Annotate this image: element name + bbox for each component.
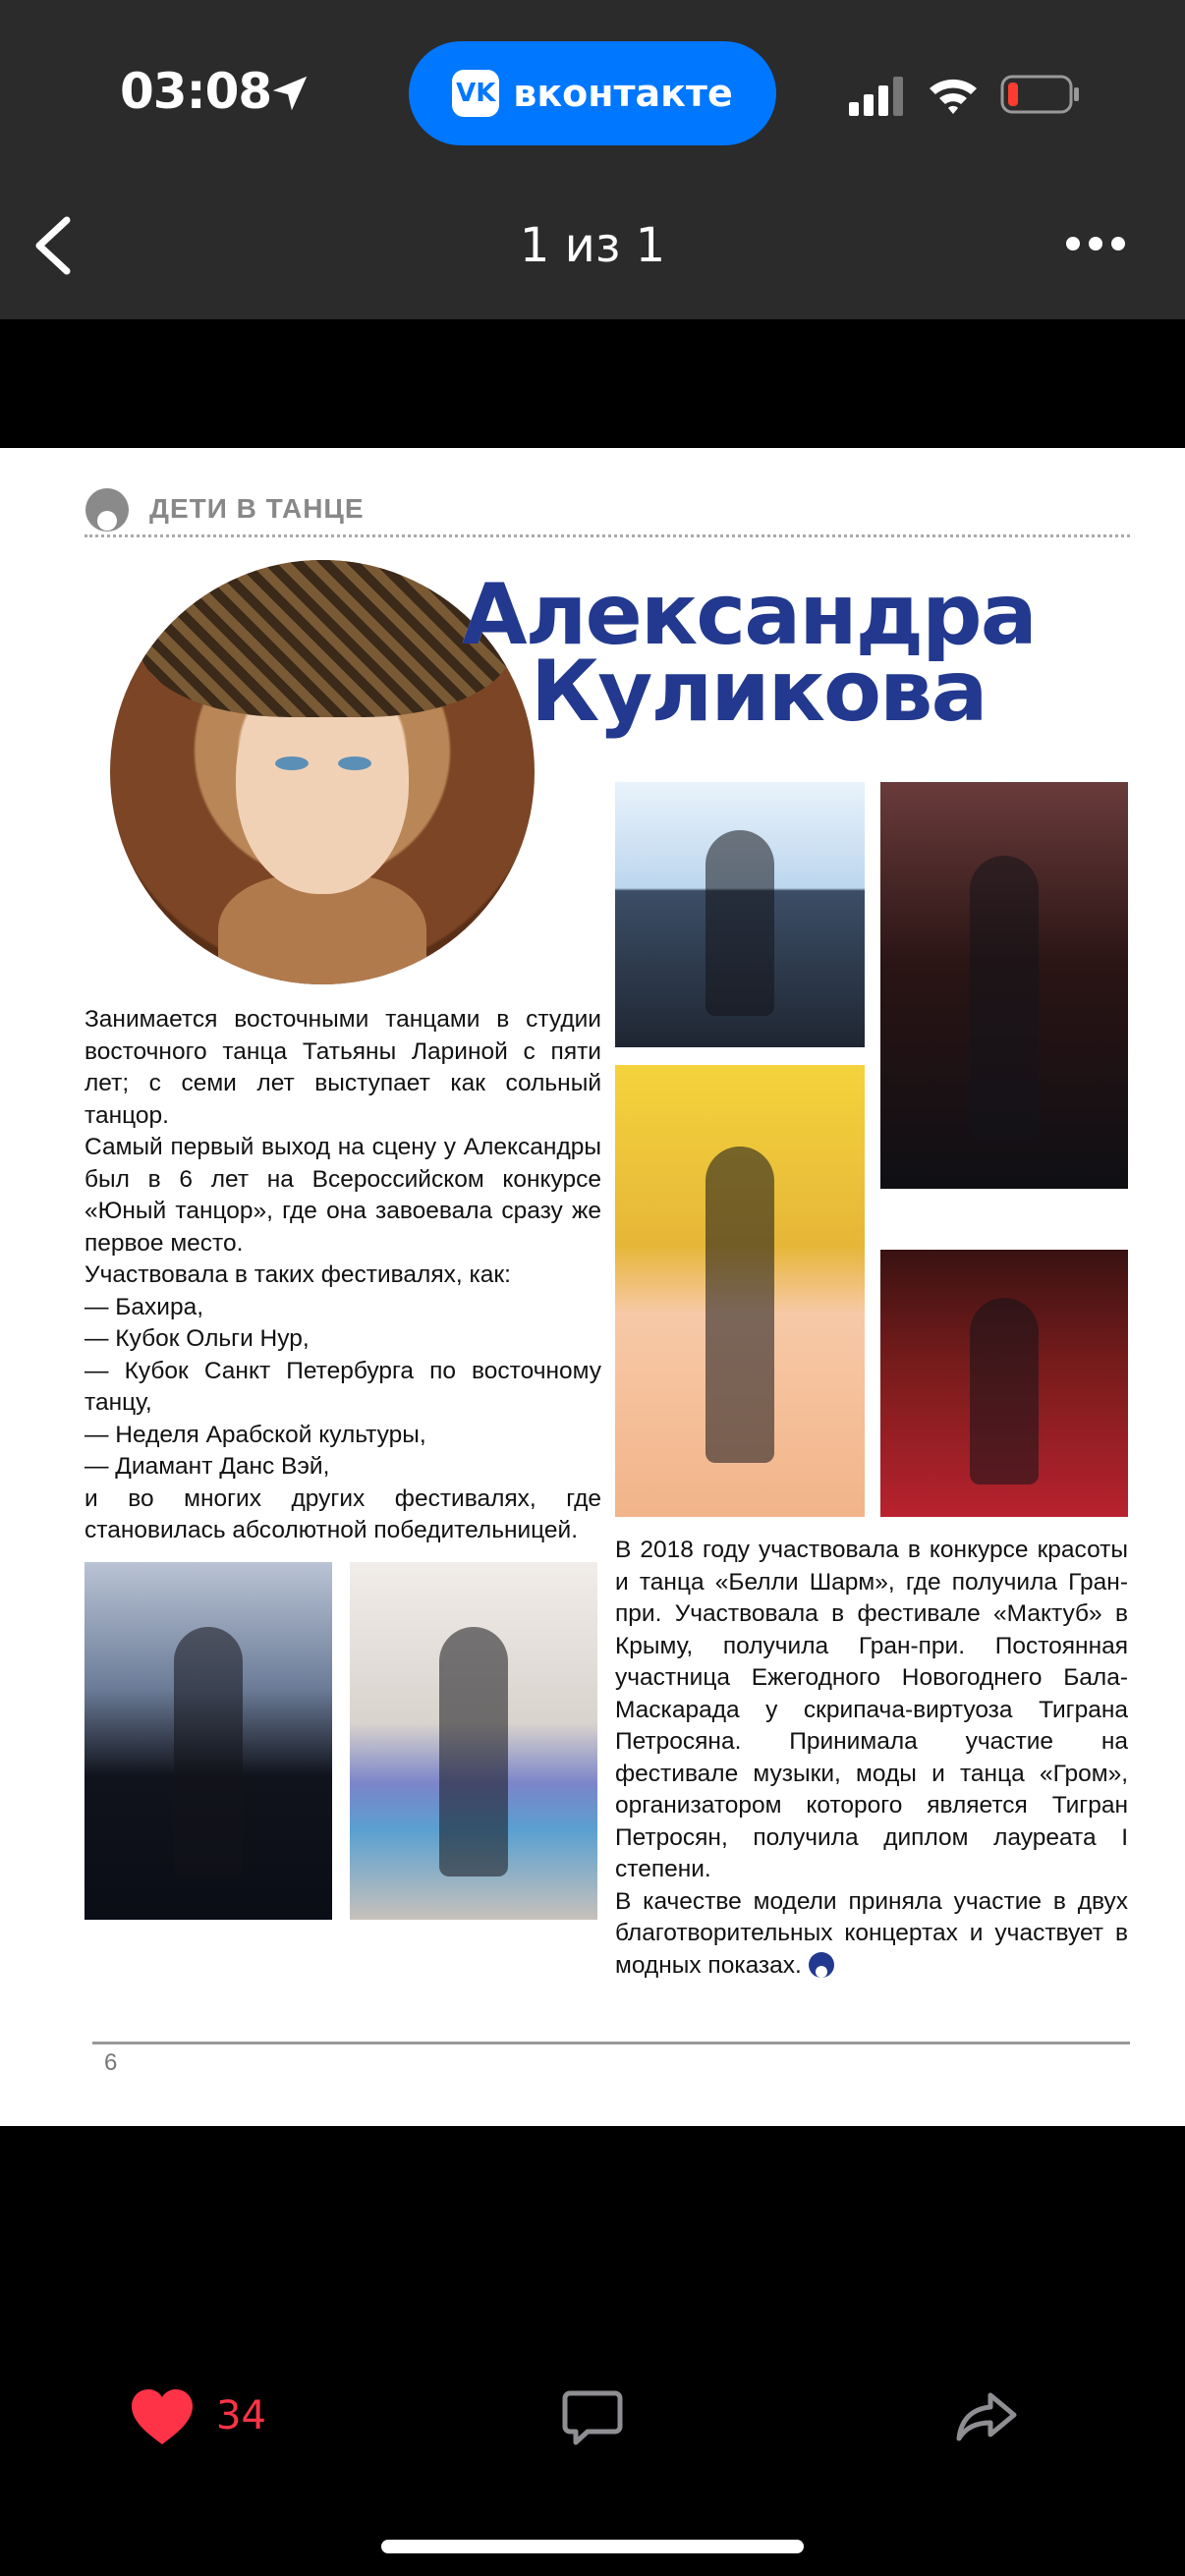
text-paragraph-content: В качестве модели приняла участие в двух благотворительных концертах и участвует в модных показах. <box>615 1887 1128 1979</box>
battery-low-icon <box>1000 75 1081 114</box>
more-dots-icon[interactable] <box>1065 234 1126 253</box>
photo-medals <box>615 782 865 1047</box>
page-number: 6 <box>104 2049 118 2076</box>
text-paragraph-last <box>615 1886 1128 1983</box>
article-name-first: Александра <box>462 566 1036 664</box>
like-count[interactable]: 34 <box>216 2393 266 2438</box>
section-divider <box>85 534 1130 537</box>
status-time: 03:08 <box>120 63 272 120</box>
magazine-page-image[interactable] <box>0 448 1185 2126</box>
photo-black-costume <box>85 1562 332 1920</box>
share-icon[interactable] <box>955 2391 1018 2442</box>
photo-stage-dance <box>880 782 1128 1189</box>
photo-studio-pose <box>350 1562 597 1920</box>
list-item: — Бахира, <box>85 1293 204 1320</box>
text-paragraph: Занимается восточными танцами в студии восточного танца Татьяны Лариной с пяти лет; с семи лет выступает как сольный танцор. <box>85 1006 601 1129</box>
home-indicator <box>381 2540 804 2553</box>
action-bar <box>0 2368 1185 2466</box>
article-text-left <box>85 1004 601 1547</box>
article-text-right <box>615 1535 1128 1982</box>
text-paragraph: В 2018 году участвовала в конкурсе красоты и танца «Белли Шарм», где получила Гран-при. Участвовала в фестивале «Мактуб» в Крыму, получила Гран-при. Постоянная участница Ежегодного Новогоднего Бала-Маскарада у скрипача-виртуоза Тиграна Петросяна. Принимала участие на фестивале музыки, моды и танца «Гром», организатором которого является Тигран Петросян, получила диплом лауреата I степени. <box>615 1537 1128 1882</box>
page-counter-title: 1 из 1 <box>519 218 666 273</box>
location-arrow-icon <box>267 71 312 116</box>
nav-bar <box>0 196 1185 295</box>
vk-pill-label: вконтакте <box>513 72 733 115</box>
comment-icon[interactable] <box>562 2389 623 2446</box>
cellular-signal-icon <box>849 77 904 116</box>
list-item: — Кубок Санкт Петербурга по восточному танцу, <box>85 1357 601 1416</box>
photo-diplomas-medals <box>880 1250 1128 1517</box>
photo-festival-diploma <box>615 1065 865 1517</box>
list-item: — Кубок Ольги Нур, <box>85 1325 310 1352</box>
end-mark-icon <box>808 1951 835 1979</box>
section-label: ДЕТИ В ТАНЦЕ <box>149 493 365 524</box>
article-name-last: Куликова <box>531 643 987 741</box>
text-paragraph: Самый первый выход на сцену у Александры был в 6 лет на Всероссийском конкурсе «Юный танцор», где она завоевала сразу же первое место. <box>85 1134 601 1257</box>
section-logo-icon <box>85 487 130 532</box>
list-item: — Неделя Арабской культуры, <box>85 1421 426 1448</box>
text-paragraph: Участвовала в таких фестивалях, как: <box>85 1261 511 1288</box>
list-item: — Диамант Данс Вэй, <box>85 1453 330 1480</box>
wifi-icon <box>928 73 979 116</box>
heart-icon[interactable] <box>130 2387 195 2446</box>
vk-app-pill[interactable] <box>409 41 776 145</box>
vk-logo-icon: VK <box>452 70 499 117</box>
text-paragraph: и во многих других фестивалях, где становилась абсолютной победительницей. <box>85 1484 601 1543</box>
top-bar <box>0 0 1185 319</box>
status-bar <box>0 0 1185 187</box>
footer-divider <box>92 2042 1130 2044</box>
